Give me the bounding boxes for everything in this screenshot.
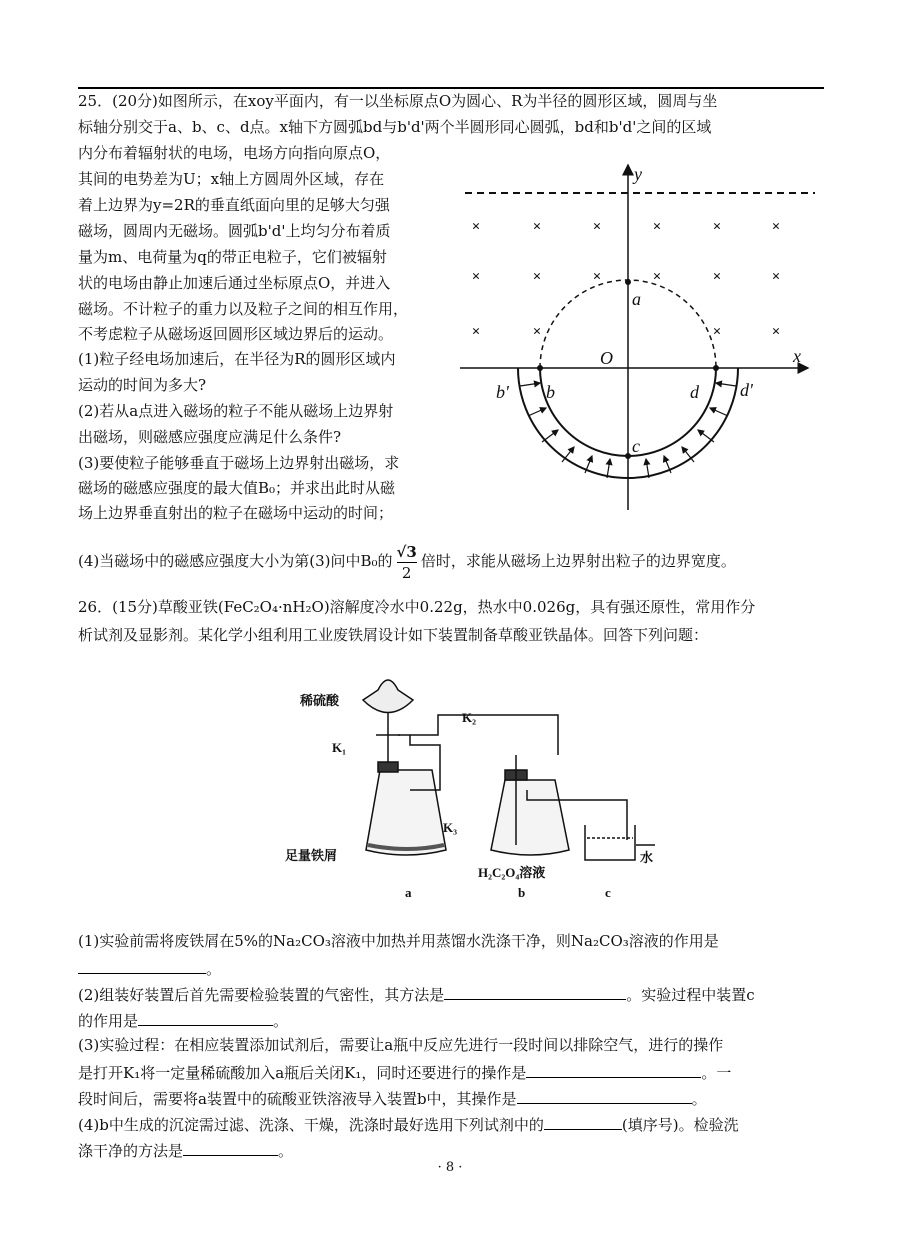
q25-part4-text: (4)当磁场中的磁感应强度大小为第(3)问中B₀的 — [78, 552, 393, 570]
label-d: d — [690, 382, 699, 402]
q26-part3b — [78, 1061, 731, 1083]
q25-line: 磁场。不计粒子的重力以及粒子之间的相互作用， — [78, 300, 409, 318]
origin-label: O — [600, 348, 613, 368]
q25-line: 内分布着辐射状的电场，电场方向指向原点O， — [78, 144, 391, 162]
top-rule — [78, 87, 824, 89]
flask-a — [366, 770, 446, 855]
label-k2: K₂ — [462, 710, 477, 725]
answer-blank[interactable] — [517, 1087, 692, 1104]
svg-text:×: × — [532, 324, 542, 340]
q26-part2 — [78, 983, 755, 1005]
q26-part2b — [78, 1009, 288, 1031]
y-axis-label: y — [634, 164, 642, 184]
label-b: b — [518, 885, 526, 900]
q26-part1: (1)实验前需将废铁屑在5%的Na₂CO₃溶液中加热并用蒸馏水洗涤干净，则Na₂CO₃溶液的作用是 — [78, 932, 719, 950]
q26-part2-text: 的作用是 — [78, 1012, 139, 1030]
page-number: · 8 · — [437, 1160, 463, 1175]
q25-line: 量为m、电荷量为q的带正电粒子，它们被辐射 — [78, 248, 387, 266]
svg-text:×: × — [471, 324, 481, 340]
svg-text:×: × — [532, 269, 542, 285]
q26-part4-text: (填序号)。检验洗 — [621, 1116, 739, 1134]
punct: 。 — [273, 1012, 289, 1030]
svg-text:×: × — [712, 324, 722, 340]
label-k3: K₃ — [443, 820, 458, 835]
q25-line: (1)粒子经电场加速后，在半径为R的圆形区域内 — [78, 350, 396, 368]
answer-blank[interactable] — [183, 1139, 278, 1156]
q26-part2-text: (2)组装好装置后首先需要检验装置的气密性，其方法是 — [78, 986, 445, 1004]
fraction-numerator: √3 — [396, 542, 417, 561]
apparatus-figure — [270, 665, 654, 905]
q25-part4-text: 倍时，求能从磁场上边界射出粒子的边界宽度。 — [420, 552, 736, 570]
q25-line: (2)若从a点进入磁场的粒子不能从磁场上边界射 — [78, 402, 394, 420]
q25-line: 不考虑粒子从磁场返回圆形区域边界后的运动。 — [78, 325, 394, 343]
q26-part1-answer — [78, 957, 221, 979]
label-b: b — [546, 382, 555, 402]
label-water: 水 — [640, 850, 654, 865]
label-dilute-sulfuric-acid: 稀硫酸 — [300, 693, 340, 708]
label-oxalic-solution: H₂C₂O₄溶液 — [478, 865, 546, 880]
q26-part3-text: 是打开K₁将一定量稀硫酸加入a瓶后关闭K₁，同时还要进行的操作是 — [78, 1064, 527, 1082]
point-d — [713, 365, 719, 371]
svg-text:×: × — [712, 219, 722, 235]
label-a: a — [405, 885, 412, 900]
q26-part4-text: 涤干净的方法是 — [78, 1142, 184, 1160]
q25-line: 出磁场，则磁感应强度应满足什么条件? — [78, 428, 342, 446]
label-iron-filings: 足量铁屑 — [285, 848, 338, 863]
q26-part3: (3)实验过程：在相应装置添加试剂后，需要让a瓶中反应先进行一段时间以排除空气，进行的操作 — [78, 1036, 724, 1054]
magnetic-field-figure — [440, 160, 830, 520]
q25-line: 标轴分别交于a、b、c、d点。x轴下方圆弧bd与b'd'两个半圆形同心圆弧，bd和b'd'之间的区域 — [78, 118, 712, 136]
q25-line: (3)要使粒子能够垂直于磁场上边界射出磁场，求 — [78, 454, 400, 472]
punct: 。 — [206, 960, 222, 978]
answer-blank[interactable] — [544, 1113, 622, 1130]
q26-part2-text: 。实验过程中装置c — [626, 986, 755, 1004]
svg-text:×: × — [592, 269, 602, 285]
label-k1: K₁ — [332, 740, 347, 755]
q26-part4-text: (4)b中生成的沉淀需过滤、洗涤、干燥，洗涤时最好选用下列试剂中的 — [78, 1116, 544, 1134]
q25-line: 25．(20分)如图所示，在xoy平面内，有一以坐标原点O为圆心、R为半径的圆形区域，圆周与坐 — [78, 92, 718, 110]
q26-part4 — [78, 1113, 739, 1135]
fraction — [397, 542, 417, 583]
answer-blank[interactable] — [526, 1061, 701, 1078]
svg-text:×: × — [712, 269, 722, 285]
svg-text:×: × — [471, 269, 481, 285]
q25-line: 着上边界为y=2R的垂直纸面向里的足够大匀强 — [78, 196, 390, 214]
q25-part4 — [78, 533, 736, 589]
label-d-prime: d' — [740, 380, 753, 400]
q26-intro: 26．(15分)草酸亚铁(FeC₂O₄·nH₂O)溶解度冷水中0.22g，热水中0.026g，具有强还原性，常用作分 — [78, 598, 756, 616]
q26-intro: 析试剂及显影剂。某化学小组利用工业废铁屑设计如下装置制备草酸亚铁晶体。回答下列问题： — [78, 626, 709, 644]
label-c: c — [605, 885, 611, 900]
q26-part4b — [78, 1139, 293, 1161]
svg-text:×: × — [471, 219, 481, 235]
q25-line: 其间的电势差为U；x轴上方圆周外区域，存在 — [78, 170, 385, 188]
answer-blank[interactable] — [138, 1009, 273, 1026]
separatory-funnel — [363, 680, 413, 713]
answer-blank[interactable] — [78, 957, 206, 974]
q25-line: 运动的时间为多大? — [78, 376, 207, 394]
svg-text:×: × — [771, 219, 781, 235]
punct: 。 — [691, 1090, 707, 1108]
answer-blank[interactable] — [444, 983, 626, 1000]
q25-line: 磁场的磁感应强度的最大值B₀；并求出此时从磁 — [78, 479, 396, 497]
x-axis-label: x — [793, 346, 801, 366]
svg-text:×: × — [592, 219, 602, 235]
q25-line: 场上边界垂直射出的粒子在磁场中运动的时间； — [78, 504, 394, 522]
fraction-denominator: 2 — [401, 563, 412, 582]
label-a: a — [632, 289, 641, 309]
label-b-prime: b' — [496, 382, 509, 402]
point-b — [537, 365, 543, 371]
q26-part3c — [78, 1087, 707, 1109]
q26-part3-text: 。一 — [701, 1064, 732, 1082]
svg-text:×: × — [532, 219, 542, 235]
punct: 。 — [278, 1142, 294, 1160]
label-c: c — [632, 436, 640, 456]
svg-text:×: × — [771, 269, 781, 285]
svg-text:×: × — [652, 219, 662, 235]
q25-line: 状的电场由静止加速后通过坐标原点O，并进入 — [78, 274, 391, 292]
point-c — [625, 453, 631, 459]
svg-text:×: × — [652, 269, 662, 285]
q25-line: 磁场，圆周内无磁场。圆弧b'd'上均匀分布着质 — [78, 222, 391, 240]
flask-b — [491, 780, 569, 855]
q26-part3-text: 段时间后，需要将a装置中的硫酸亚铁溶液导入装置b中，其操作是 — [78, 1090, 517, 1108]
svg-text:×: × — [771, 324, 781, 340]
point-a — [625, 279, 631, 285]
